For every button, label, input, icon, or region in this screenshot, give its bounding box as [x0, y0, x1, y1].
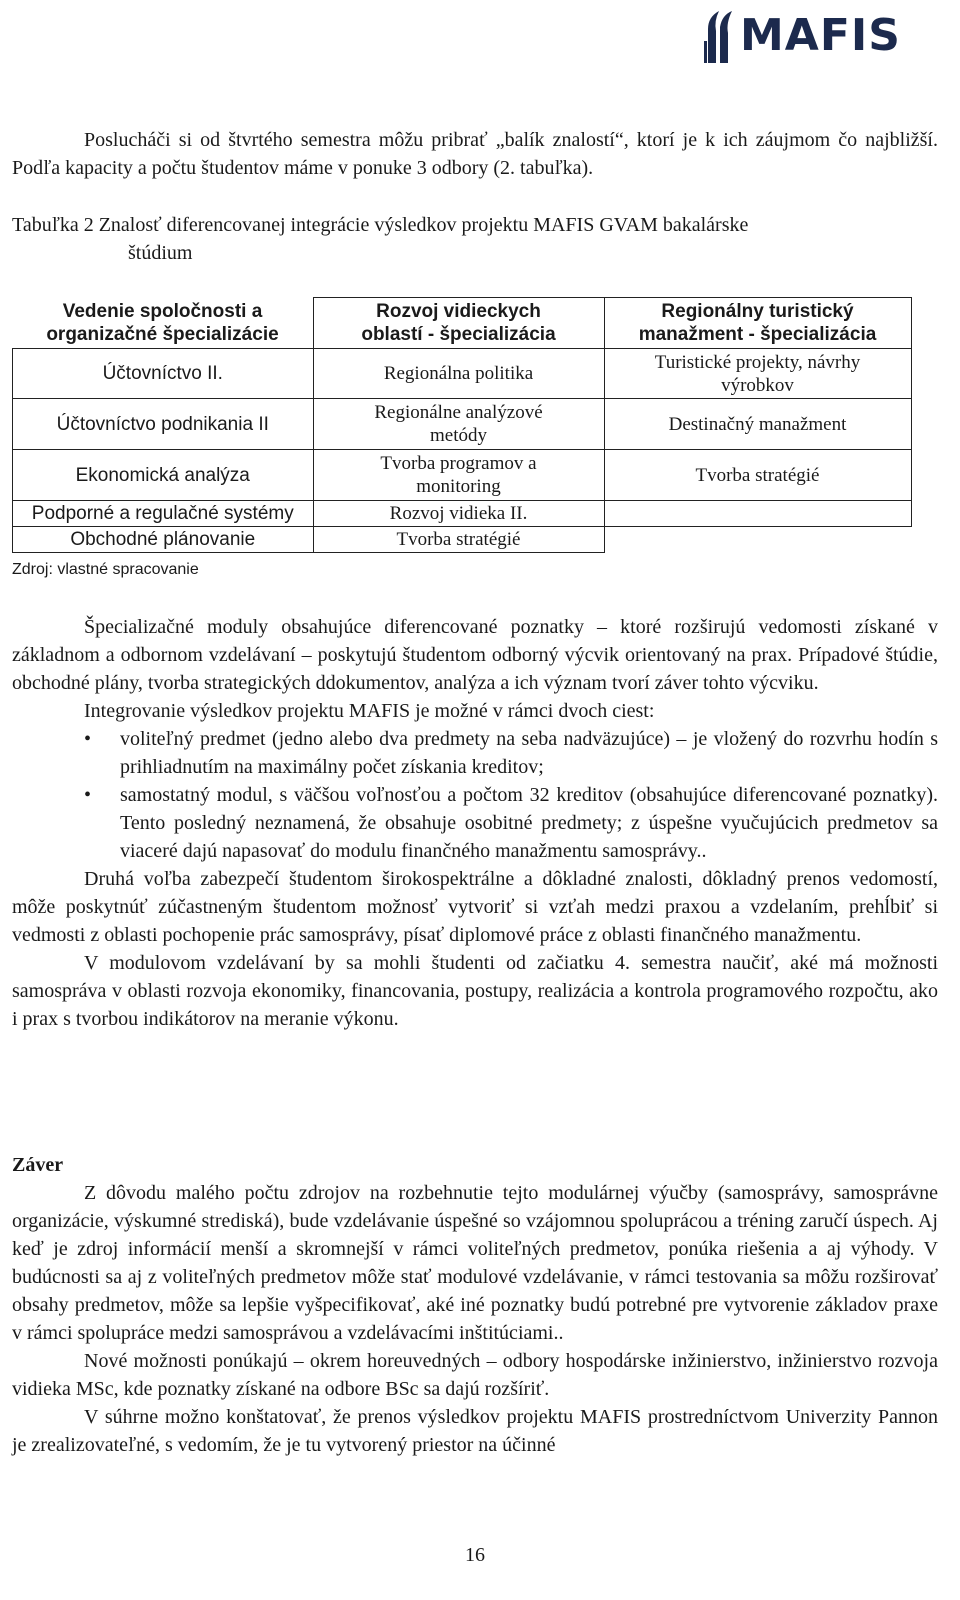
conclusion-paragraph-1: Z dôvodu malého počtu zdrojov na rozbehnutie tejto modulárnej výučby (samosprávy, samosprávne organizácie, výskumné strediská), bude vzdelávanie úspešné so vzájomnou spoluprácou a tréning zaručí úspech. Aj keď je zdroj informácií menší a skromnejší v rámci voliteľných predmetov, ponúka riešenia a aj výhody. V budúcnosti sa aj z voliteľných predmetov môže stať modulové vzdelávanie, v rámci testovania sa môžu rozširovať obsahy predmetov, môže sa lepšie vyšpecifikovať, aké iné poznatky budú potrebné pre vytvorenie základov praxe v rámci spolupráce medzi samosprávou a vzdelávacími inštitúciami..	[12, 1182, 938, 1344]
page-number: 16	[465, 1544, 485, 1566]
table-header-col2: Rozvoj vidieckych oblastí - špecializácia	[313, 298, 604, 349]
logo-text: MAFIS	[740, 10, 901, 61]
table-cell-empty	[604, 501, 911, 527]
table-caption	[12, 211, 938, 267]
conclusion-paragraph-2: Nové možnosti ponúkajú – okrem horeuvedných – odbory hospodárske inžinierstvo, inžinierstvo rozvoja vidieka MSc, kde poznatky získané na odbore BSc sa dajú rozšíriť.	[12, 1350, 938, 1400]
body-paragraph-1: Špecializačné moduly obsahujúce diferencované poznatky – ktoré rozširujú vedomosti získané v základnom a odbornom vzdelávaní – poskytujú študentom odborný výcvik orientovaný na prax. Prípadové štúdie, obchodné plány, tvorba strategických ddokumentov, analýza a ich význam tvorí záver tohto výcviku.	[12, 616, 938, 694]
body-paragraph-4: V modulovom vzdelávaní by sa mohli študenti od začiatku 4. semestra naučiť, aké má možnosti samospráva v oblasti rozvoja ekonomiky, financovania, postupy, realizácia a kontrola programového rozpočtu, ako i prax s tvorbou indikátorov na meranie výkonu.	[12, 952, 938, 1030]
specializations-table	[12, 297, 896, 553]
conclusion-paragraph-3: V súhrne možno konštatovať, že prenos výsledkov projektu MAFIS prostredníctvom Univerzity Pannon je zrealizovateľné, s vedomím, že je tu vytvorený priestor na účinné	[12, 1406, 938, 1456]
list-item: • voliteľný predmet (jedno alebo dva predmety na seba nadväzujúce) – je vložený do rozvrhu hodín s prihliadnutím na maximálny počet získania kreditov;	[12, 725, 938, 781]
table-cell: Rozvoj vidieka II.	[313, 501, 604, 527]
table-cell: Účtovníctvo podnikania II	[13, 399, 314, 450]
table-cell: Turistické projekty, návrhy výrobkov	[604, 349, 911, 399]
bullet-icon: •	[84, 784, 92, 806]
table-caption-line1: Tabuľka 2 Znalosť diferencovanej integrácie výsledkov projektu MAFIS GVAM bakalárske	[12, 214, 749, 236]
table-cell-blank	[604, 527, 911, 553]
bullet-icon: •	[84, 728, 92, 750]
body-section	[12, 613, 938, 1033]
table-cell: Tvorba stratégié	[604, 450, 911, 501]
table-cell: Obchodné plánovanie	[13, 527, 314, 553]
mafis-logo	[702, 4, 952, 68]
body-paragraph-3: Druhá voľba zabezpečí študentom širokospektrálne a dôkladné znalosti, dôkladný prenos vedomostí, môže poskytnúť zúčastneným študentom možnosť vytvoriť si vzťah medzi praxou a vzdelaním, prehĺbiť si vedmosti z oblasti pochopenie prác samosprávy, písať diplomové práce z oblasti finančného manažmentu.	[12, 868, 938, 946]
table-cell: Tvorba programov a monitoring	[313, 450, 604, 501]
table-cell: Podporné a regulačné systémy	[13, 501, 314, 527]
bullet-list	[12, 725, 938, 865]
logo-emblem-icon	[702, 7, 736, 65]
conclusion-section	[12, 1151, 938, 1459]
table-cell: Regionálne analýzové metódy	[313, 399, 604, 450]
list-item: • samostatný modul, s väčšou voľnosťou a počtom 32 kreditov (obsahujúce diferencované poznatky). Tento posledný neznamená, že obsahuje osobitné predmety; z úspešne vyučujúcich predmetov sa viaceré dajú napasovať do modulu finančného manažmentu samosprávy..	[12, 781, 938, 865]
intro-paragraph: Poslucháči si od štvrtého semestra môžu pribrať „balík znalostí“, ktorí je k ich záujmom čo najbližší. Podľa kapacity a počtu študentov máme v ponuke 3 odbory (2. tabuľka).	[12, 129, 938, 179]
table-source: Zdroj: vlastné spracovanie	[12, 561, 199, 578]
table-header-col3: Regionálny turistický manažment - špecializácia	[604, 298, 911, 349]
table-cell: Destinačný manažment	[604, 399, 911, 450]
table-header-col1: Vedenie spoločnosti a organizačné špecializácie	[46, 300, 279, 345]
conclusion-heading: Záver	[12, 1154, 64, 1176]
table-cell: Ekonomická analýza	[13, 450, 314, 501]
table-caption-line2: štúdium	[128, 242, 193, 264]
body-paragraph-2: Integrovanie výsledkov projektu MAFIS je možné v rámci dvoch ciest:	[84, 700, 655, 722]
table-cell: Tvorba stratégié	[313, 527, 604, 553]
table-cell: Regionálna politika	[313, 349, 604, 399]
table-cell: Účtovníctvo II.	[13, 349, 314, 399]
